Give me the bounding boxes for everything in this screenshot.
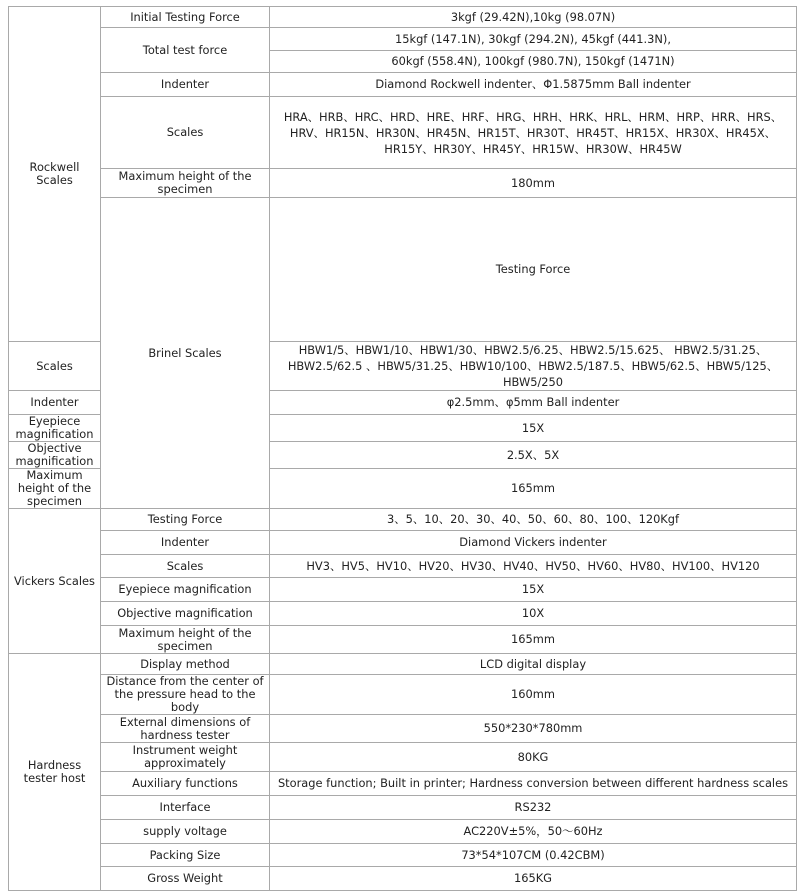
row-label: Indenter bbox=[101, 531, 270, 555]
row-value: 15kgf (147.1N), 30kgf (294.2N), 45kgf (441.3N), bbox=[270, 28, 797, 51]
table-row bbox=[9, 675, 797, 715]
brinel-section-label: Brinel Scales bbox=[101, 198, 270, 509]
table-row bbox=[9, 715, 797, 743]
row-value: 15X bbox=[270, 415, 797, 442]
table-row bbox=[9, 820, 797, 844]
row-value: 73*54*107CM (0.42CBM) bbox=[270, 844, 797, 867]
row-value: RS232 bbox=[270, 796, 797, 820]
row-value: 60kgf (558.4N), 100kgf (980.7N), 150kgf (1471N) bbox=[270, 51, 797, 73]
row-label: Maximum height of the specimen bbox=[101, 626, 270, 654]
row-value: 165mm bbox=[270, 626, 797, 654]
spec-table bbox=[8, 6, 797, 891]
row-value: Diamond Rockwell indenter、Φ1.5875mm Ball indenter bbox=[270, 73, 797, 97]
row-label: Eyepiece magnification bbox=[101, 578, 270, 602]
row-label: Initial Testing Force bbox=[101, 7, 270, 28]
row-value: 550*230*780mm bbox=[270, 715, 797, 743]
row-value: HRA、HRB、HRC、HRD、HRE、HRF、HRG、HRH、HRK、HRL、HRM、HRP、HRR、HRS、HRV、HR15N、HR30N、HR45N、HR15T、HR30T、HR45T、HR15X、HR30X、HR45X、HR15Y、HR30Y、HR45Y、HR15W、HR30W、HR45W bbox=[270, 97, 797, 169]
row-value: 10X bbox=[270, 602, 797, 626]
row-value: 2.5X、5X bbox=[270, 442, 797, 469]
row-label: Total test force bbox=[101, 28, 270, 73]
row-label: Scales bbox=[101, 555, 270, 578]
row-value: 3kgf (29.42N),10kg (98.07N) bbox=[270, 7, 797, 28]
row-label: Packing Size bbox=[101, 844, 270, 867]
row-label: Scales bbox=[9, 342, 101, 391]
row-label: Indenter bbox=[101, 73, 270, 97]
row-value: 160mm bbox=[270, 675, 797, 715]
row-value: 15X bbox=[270, 578, 797, 602]
row-label: supply voltage bbox=[101, 820, 270, 844]
row-label: Testing Force bbox=[270, 198, 797, 342]
row-value: LCD digital display bbox=[270, 654, 797, 675]
row-value: 165mm bbox=[270, 469, 797, 509]
table-row bbox=[9, 626, 797, 654]
table-row bbox=[9, 602, 797, 626]
row-label: Objective magnification bbox=[101, 602, 270, 626]
table-row bbox=[9, 844, 797, 867]
row-label: Objective magnification bbox=[9, 442, 101, 469]
table-row bbox=[9, 7, 797, 28]
row-value: 80KG bbox=[270, 743, 797, 772]
table-row bbox=[9, 654, 797, 675]
row-value: Diamond Vickers indenter bbox=[270, 531, 797, 555]
table-row bbox=[9, 531, 797, 555]
row-label: Interface bbox=[101, 796, 270, 820]
table-row bbox=[9, 97, 797, 169]
row-value: HBW1/5、HBW1/10、HBW1/30、HBW2.5/6.25、HBW2.5/15.625、 HBW2.5/31.25、 HBW2.5/62.5 、HBW5/31.25、HBW10/100、HBW2.5/187.5、HBW5/62.5、HBW5/125、HBW5/250 bbox=[270, 342, 797, 391]
table-row bbox=[9, 198, 797, 342]
row-label: Gross Weight bbox=[101, 867, 270, 891]
row-label: External dimensions of hardness tester bbox=[101, 715, 270, 743]
table-row bbox=[9, 509, 797, 531]
row-value: 165KG bbox=[270, 867, 797, 891]
row-label: Distance from the center of the pressure head to the body bbox=[101, 675, 270, 715]
row-value: AC220V±5%，50～60Hz bbox=[270, 820, 797, 844]
row-label: Instrument weight approximately bbox=[101, 743, 270, 772]
host-section-label: Hardness tester host bbox=[9, 654, 101, 891]
row-label: Scales bbox=[101, 97, 270, 169]
row-label: Indenter bbox=[9, 391, 101, 415]
table-row bbox=[9, 28, 797, 51]
row-value: HV3、HV5、HV10、HV20、HV30、HV40、HV50、HV60、HV80、HV100、HV120 bbox=[270, 555, 797, 578]
row-value: 180mm bbox=[270, 169, 797, 198]
row-value: φ2.5mm、φ5mm Ball indenter bbox=[270, 391, 797, 415]
row-label: Maximum height of the specimen bbox=[9, 469, 101, 509]
table-row bbox=[9, 772, 797, 796]
table-row bbox=[9, 578, 797, 602]
table-row bbox=[9, 796, 797, 820]
row-label: Maximum height of the specimen bbox=[101, 169, 270, 198]
row-value: Storage function; Built in printer; Hardness conversion between different hardness scales bbox=[270, 772, 797, 796]
vickers-section-label: Vickers Scales bbox=[9, 509, 101, 654]
row-label: Eyepiece magnification bbox=[9, 415, 101, 442]
table-row bbox=[9, 169, 797, 198]
row-value: 3、5、10、20、30、40、50、60、80、100、120Kgf bbox=[270, 509, 797, 531]
rockwell-section-label: Rockwell Scales bbox=[9, 7, 101, 342]
table-row bbox=[9, 555, 797, 578]
table-row bbox=[9, 73, 797, 97]
row-label: Testing Force bbox=[101, 509, 270, 531]
table-row bbox=[9, 867, 797, 891]
row-label: Display method bbox=[101, 654, 270, 675]
row-label: Auxiliary functions bbox=[101, 772, 270, 796]
